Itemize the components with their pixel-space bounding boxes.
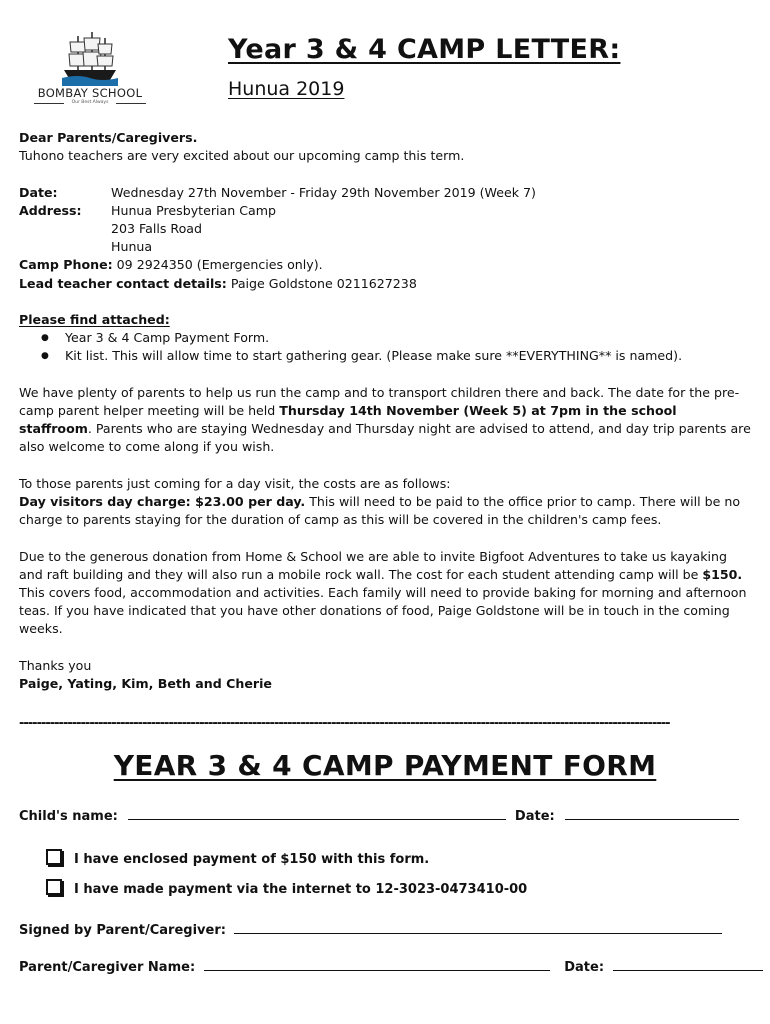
para1-text: We have plenty of parents to help us run the camp and to transport children there and back. The date for the pre-camp parent helper meeting will be held <box>19 384 740 418</box>
address-row <box>19 202 751 220</box>
option-enclosed-label: I have enclosed payment of $150 with this form. <box>74 852 430 867</box>
meeting-details: Thursday 14th November (Week 5) at 7pm in the school staffroom <box>19 403 677 437</box>
list-item: ● Year 3 & 4 Camp Payment Form. <box>41 329 751 347</box>
letter-subtitle: Hunua 2019 <box>228 78 345 100</box>
parent-name-line[interactable] <box>204 958 550 971</box>
letter-title: Year 3 & 4 CAMP LETTER: <box>228 34 621 65</box>
child-name-field[interactable] <box>19 807 739 824</box>
date-value: Wednesday 27th November - Friday 29th November 2019 (Week 7) <box>111 184 536 200</box>
logo-rule-right <box>116 103 146 104</box>
intro: Tuhono teachers are very excited about our upcoming camp this term. <box>19 148 465 164</box>
school-name: BOMBAY SCHOOL <box>37 86 143 100</box>
letter-body <box>19 129 751 693</box>
day-charge: Day visitors day charge: $23.00 per day. <box>19 494 306 509</box>
child-name-line[interactable] <box>128 807 506 820</box>
date2-line[interactable] <box>613 958 763 971</box>
thanks: Thanks you <box>19 657 92 673</box>
para3-text: Due to the generous donation from Home & School we are able to invite Bigfoot Adventures to take us kayaking and raft building and they will also run a mobile rock wall. The cost for each student attending camp will be <box>19 548 727 582</box>
ship-icon <box>58 30 122 86</box>
para2-intro: To those parents just coming for a day visit, the costs are as follows: <box>19 475 451 491</box>
date2-label: Date: <box>564 960 605 975</box>
signoff: Paige, Yating, Kim, Beth and Cherie <box>19 676 272 691</box>
attached-list <box>19 329 751 365</box>
address-label: Address: <box>19 202 82 218</box>
phone-row <box>19 256 751 274</box>
paragraph-donation <box>19 548 751 639</box>
address-line-3: Hunua <box>111 239 153 255</box>
address-line-1: Hunua Presbyterian Camp <box>111 202 277 218</box>
option-enclosed-payment[interactable] <box>46 849 429 867</box>
signature-field[interactable] <box>19 921 722 938</box>
cut-line: ---------------------------------------------------------------------------------------------------------------------------------------------------- <box>19 716 670 731</box>
school-tagline: Our Best Always <box>71 100 109 105</box>
child-name-label: Child's name: <box>19 809 118 824</box>
paragraph-costs <box>19 493 751 529</box>
lead-value: Paige Goldstone 0211627238 <box>226 275 417 291</box>
checkbox-icon[interactable] <box>46 849 62 865</box>
option-internet-payment[interactable] <box>46 879 527 897</box>
greeting: Dear Parents/Caregivers. <box>19 130 198 145</box>
form-title: YEAR 3 & 4 CAMP PAYMENT FORM <box>113 749 657 782</box>
checkbox-icon[interactable] <box>46 879 62 895</box>
option-internet-label: I have made payment via the internet to 12-3023-0473410-00 <box>74 882 528 897</box>
student-cost: $150. <box>702 566 743 582</box>
para1-text-end: . Parents who are staying Wednesday and Thursday night are advised to attend, and day trip parents are also welcome to come along if you wish. <box>19 421 751 455</box>
date-label: Date: <box>19 184 58 200</box>
attached-heading: Please find attached: <box>19 312 170 327</box>
date-row <box>19 184 751 202</box>
list-item: ● Kit list. This will allow time to start gathering gear. (Please make sure **EVERYTHING** is named). <box>41 347 751 365</box>
phone-value: 09 2924350 (Emergencies only). <box>112 257 323 273</box>
lead-row <box>19 275 751 293</box>
date-line[interactable] <box>565 807 739 820</box>
lead-label: Lead teacher contact details: <box>19 275 227 291</box>
parent-name-label: Parent/Caregiver Name: <box>19 960 196 975</box>
phone-label: Camp Phone: <box>19 257 113 273</box>
signed-label: Signed by Parent/Caregiver: <box>19 923 226 938</box>
signature-line[interactable] <box>234 921 722 934</box>
date-label: Date: <box>514 809 555 824</box>
para2-text: This will need to be paid to the office prior to camp. There will be no charge to parents staying for the duration of camp as this will be covered in the children's camp fees. <box>19 494 741 528</box>
school-logo <box>24 30 156 106</box>
address-line-2: 203 Falls Road <box>111 221 203 236</box>
paragraph-helpers <box>19 384 751 457</box>
parent-name-field[interactable] <box>19 958 763 975</box>
para3-text-end: This covers food, accommodation and activities. Each family will need to provide baking for morning and afternoon teas. If you have indicated that you have other donations of food, Paige Goldstone will be in touch in the coming weeks. <box>19 585 747 637</box>
